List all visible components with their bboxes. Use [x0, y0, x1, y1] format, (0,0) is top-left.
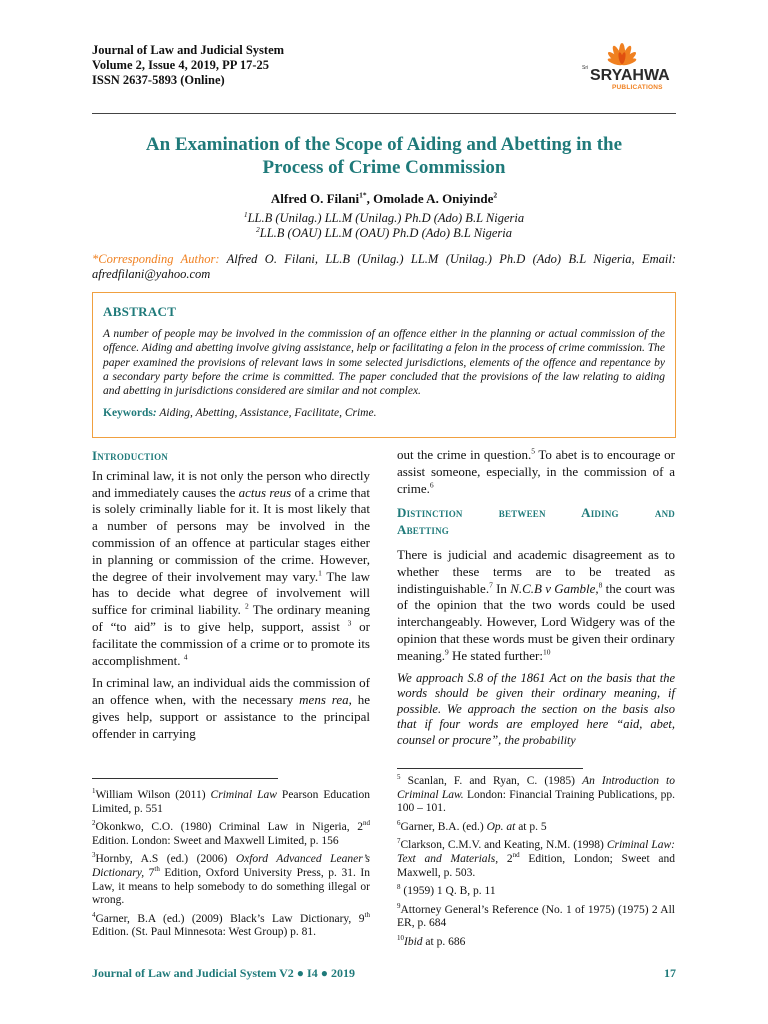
- introduction-heading: Introduction: [92, 448, 168, 463]
- right-column: [397, 447, 675, 748]
- author-2: Omolade A. Oniyinde: [373, 191, 494, 206]
- footnote-rule-right: [397, 768, 583, 769]
- affiliation-1: [92, 211, 676, 226]
- footnote-rule-left: [92, 778, 278, 779]
- distinction-heading-line-2: Abetting: [397, 522, 450, 538]
- logo-prefix: Sri: [582, 65, 589, 71]
- journal-issn: ISSN 2637-5893 (Online): [92, 73, 225, 87]
- abstract-box: [92, 292, 676, 438]
- footnote-1: $^1$William Wilson (2011) Criminal Law Pearson Education Limited, p. 551: [92, 787, 370, 815]
- footer-journal: Journal of Law and Judicial System V2 ● I4 ● 2019: [92, 966, 355, 980]
- journal-header: [92, 43, 284, 88]
- author-list: [92, 191, 676, 207]
- corresponding-text: Alfred O. Filani, LL.B (Unilag.) LL.M (Unilag.) Ph.D (Ado) B.L Nigeria, Email: afredfilani@yahoo.com: [92, 252, 676, 281]
- abstract-heading: ABSTRACT: [103, 304, 177, 319]
- footnotes-right: [397, 775, 675, 955]
- footnote-7: $^7$Clarkson, C.M.V. and Keating, N.M. (1998) Criminal Law: Text and Materials, 2nd Edition, London; Sweet and Maxwell, p. 503.: [397, 837, 675, 879]
- author-separator: ,: [366, 191, 374, 206]
- author-2-sup: 2: [493, 190, 498, 200]
- article-title: [92, 133, 676, 179]
- footnote-9: $^9$Attorney General’s Reference (No. 1 of 1975) (1975) 2 All ER, p. 684: [397, 901, 675, 930]
- journal-volume: Volume 2, Issue 4, 2019, PP 17-25: [92, 58, 269, 72]
- page-number: 17: [664, 966, 676, 980]
- footnote-10: $^{10}$Ibid at p. 686: [397, 934, 466, 948]
- distinction-heading: Distinction between Aiding and: [397, 505, 675, 521]
- affiliation-2-text: LL.B (OAU) LL.M (OAU) Ph.D (Ado) B.L Nigeria: [259, 226, 512, 240]
- affiliation-1-sup: 1: [243, 209, 248, 219]
- intro-paragraph-continued: out the crime in question.$^5$ To abet is to encourage or assist someone, especially, in the commission of a crime.$^6$: [397, 446, 675, 496]
- corresponding-author: [92, 252, 676, 282]
- keywords-text: Aiding, Abetting, Assistance, Facilitate, Crime.: [156, 407, 377, 420]
- intro-paragraph-1: In criminal law, it is not only the person who directly and immediately causes the actus reus of a crime that is solely criminally liable for it. It is most likely that a number of persons may be involved in the commission of an offence at particular stages either in planning or commission of the crime. However, the degree of their involvement may vary.$^1$ The law has to decide what degree of involvement will suffice for criminal liability. $^2$ The ordinary meaning of “to aid” is to give help, support, assist $^3$ or facilitate the commission of a crime or to promote its accomplishment. $^4$: [92, 467, 370, 668]
- quotation: We approach S.8 of the 1861 Act on the basis that the words should be given their ordinary meaning, if possible. We approach the section on the basis also that if four words are employed here “aid, abet, counsel or procure”, the probability: [397, 670, 675, 747]
- logo-subtitle: PUBLICATIONS: [612, 84, 663, 91]
- title-line-2: Process of Crime Commission: [262, 157, 506, 178]
- logo-wordmark: SRYAHWA: [590, 67, 670, 84]
- keywords: [103, 407, 665, 419]
- corresponding-label: *Corresponding Author:: [92, 252, 220, 266]
- footnote-6: $^6$Garner, B.A. (ed.) Op. at at p. 5: [397, 818, 547, 833]
- author-1-sup: 1*: [359, 190, 367, 200]
- title-line-1: An Examination of the Scope of Aiding and Abetting in the: [145, 134, 623, 155]
- affiliation-1-text: LL.B (Unilag.) LL.M (Unilag.) Ph.D (Ado) B.L Nigeria: [247, 211, 525, 225]
- intro-paragraph-2: In criminal law, an individual aids the commission of an offence when, with the necessary mens rea, he gives help, support or assistance to the principal offender in carrying: [92, 675, 370, 741]
- header-divider: [92, 113, 676, 114]
- footnote-8: $^8$ (1959) 1 Q. B, p. 11: [397, 883, 496, 898]
- keywords-label: Keywords:: [103, 407, 157, 420]
- affiliation-2-sup: 2: [256, 224, 260, 234]
- page-footer: [92, 966, 676, 981]
- lotus-icon: [592, 40, 652, 70]
- journal-name: Journal of Law and Judicial System: [92, 43, 285, 57]
- footnote-5: $^5$ Scanlan, F. and Ryan, C. (1985) An Introduction to Criminal Law. London: Financial Training Publications, pp. 100 – 101.: [397, 773, 675, 815]
- footnote-2: $^2$Okonkwo, C.O. (1980) Criminal Law in Nigeria, 2nd Edition. London: Sweet and Maxwell Limited, p. 156: [92, 819, 370, 847]
- author-1: Alfred O. Filani: [270, 191, 360, 206]
- abstract-text: A number of people may be involved in the commission of an offence either in the planning or actual commission of the offence. Aiding and abetting involve giving assistance, help or facilitating a felon in the process of crime commission. The paper examined the provisions of relevant laws in some selected jurisdictions, elements of the offence and repentance by a secondary party before the crime is committed. The paper concluded that the provisions of the law relating to aiding and abetting in jurisdictions considered are similar and not complex.: [103, 328, 665, 398]
- distinction-paragraph: There is judicial and academic disagreement as to whether these terms are to be treated as indistinguishable.$^7$ In N.C.B v Gamble,$^8$ the court was of the opinion that the two words could be used interchangeably. However, Lord Widgery was of the opinion that these words must be given their ordinary meaning.$^9$ He stated further:$^{10}$: [397, 546, 676, 663]
- publisher-logo: [578, 40, 678, 100]
- footnote-4: $^4$Garner, B.A (ed.) (2009) Black’s Law Dictionary, 9th Edition. (St. Paul Minnesota: West Group) p. 81.: [92, 910, 370, 939]
- footnotes-left: [92, 789, 370, 945]
- footnote-3: $^3$Hornby, A.S (ed.) (2006) Oxford Advanced Leaner’s Dictionary, 7th Edition, Oxford University Press, p. 31. In Law, it means to help somebody to do something illegal or wrong.: [92, 851, 371, 907]
- affiliation-2: [92, 226, 676, 241]
- left-column: [92, 448, 370, 749]
